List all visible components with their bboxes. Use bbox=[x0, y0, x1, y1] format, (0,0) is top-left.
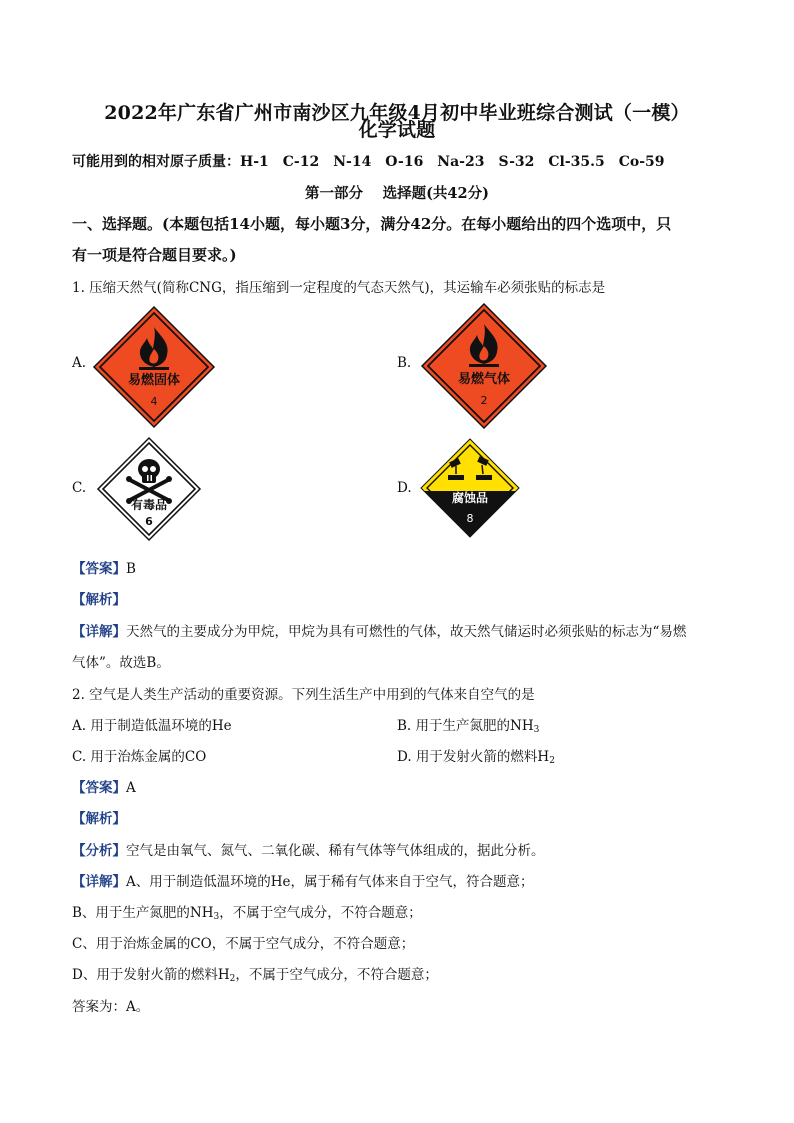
atomic-mass-line: 可能用到的相对原子质量：H-1 C-12 N-14 O-16 Na-23 S-32 Cl-35.5 Co-59 bbox=[72, 154, 665, 170]
q2-option-d-text: D. 用于发射火箭的燃料H bbox=[397, 749, 550, 765]
q1-detail-text-1: 天然气的主要成分为甲烷，甲烷为具有可燃性的气体，故天然气储运时必须张贴的标志为“易燃 bbox=[126, 624, 687, 640]
q2-option-a: A. 用于制造低温环境的He bbox=[72, 718, 232, 734]
sign-b-label: 易燃气体 bbox=[457, 372, 511, 387]
question-2-stem: 2. 空气是人类生产活动的重要资源。下列生活生产中用到的气体来自空气的是 bbox=[72, 687, 535, 703]
q1-answer-line bbox=[72, 557, 136, 577]
q1-detail-line-1 bbox=[72, 620, 686, 640]
q2-option-d bbox=[397, 745, 555, 766]
q2-detail-d-post: ，不属于空气成分，不符合题意； bbox=[235, 967, 438, 983]
q2-option-b-text: B. 用于生产氮肥的NH bbox=[397, 718, 534, 734]
q2-option-b bbox=[397, 714, 539, 735]
q2-detail-a-line bbox=[72, 870, 534, 890]
q2-detail-a: A、用于制造低温环境的He，属于稀有气体来自于空气，符合题意； bbox=[126, 874, 534, 890]
sign-d-label: 腐蚀品 bbox=[451, 491, 489, 505]
sign-a-label: 易燃固体 bbox=[127, 373, 181, 388]
q2-detail-c: C、用于治炼金属的CO，不属于空气成分，不符合题意； bbox=[72, 936, 415, 952]
sign-c-label: 有毒品 bbox=[130, 498, 168, 512]
q2-detail-b bbox=[72, 901, 422, 922]
flammable-gas-sign bbox=[420, 302, 548, 430]
option-b-letter: B. bbox=[397, 355, 412, 371]
corrosive-sign bbox=[420, 438, 520, 538]
q2-analysis-label: 【解析】 bbox=[72, 811, 126, 827]
option-c-letter: C. bbox=[72, 480, 87, 496]
toxic-sign bbox=[96, 436, 202, 542]
q2-fenxi-line bbox=[72, 839, 545, 859]
sign-d-number: 8 bbox=[466, 512, 474, 525]
q2-detail-d bbox=[72, 963, 438, 984]
section-intro-line-1: 一、选择题。(本题包括14小题，每小题3分，满分42分。在每小题给出的四个选项中，只 bbox=[72, 215, 672, 233]
q2-answer-label: 【答案】 bbox=[72, 780, 126, 796]
part-heading: 第一部分 选择题(共42分) bbox=[305, 185, 489, 202]
q1-answer-value: B bbox=[126, 561, 136, 577]
sign-b-number: 2 bbox=[480, 394, 488, 407]
q2-option-d-sub: 2 bbox=[549, 756, 555, 766]
sign-c-number: 6 bbox=[145, 515, 153, 528]
question-1-stem: 1. 压缩天然气(简称CNG，指压缩到一定程度的气态天然气)，其运输车必须张贴的标志是 bbox=[72, 280, 606, 296]
q2-answer-line bbox=[72, 776, 136, 796]
q1-detail-label: 【详解】 bbox=[72, 624, 126, 640]
flammable-solid-sign bbox=[92, 305, 216, 429]
section-intro-line-2: 有一项是符合题目要求。) bbox=[72, 246, 237, 264]
q2-fenxi-label: 【分析】 bbox=[72, 843, 126, 859]
q2-option-c: C. 用于治炼金属的CO bbox=[72, 749, 207, 765]
q1-detail-line-2: 气体”。故选B。 bbox=[72, 655, 170, 671]
page-subtitle: 化学试题 bbox=[358, 119, 436, 141]
q2-fenxi-text: 空气是由氧气、氮气、二氧化碳、稀有气体等气体组成的，据此分析。 bbox=[126, 843, 545, 859]
q1-analysis-label: 【解析】 bbox=[72, 592, 126, 608]
option-a-letter: A. bbox=[72, 355, 87, 371]
q2-detail-b-pre: B、用于生产氮肥的NH bbox=[72, 905, 214, 921]
q2-detail-d-pre: D、用于发射火箭的燃料H bbox=[72, 967, 230, 983]
q1-answer-label: 【答案】 bbox=[72, 561, 126, 577]
q2-detail-b-post: ，不属于空气成分，不符合题意； bbox=[219, 905, 422, 921]
q2-conclusion: 答案为：A。 bbox=[72, 999, 150, 1015]
q2-detail-b-sub: 3 bbox=[213, 912, 220, 922]
q2-detail-label: 【详解】 bbox=[72, 874, 126, 890]
sign-a-number: 4 bbox=[150, 395, 158, 408]
page-title: 2022年广东省广州市南沙区九年级4月初中毕业班综合测试（一模） bbox=[104, 102, 690, 124]
q2-answer-value: A bbox=[126, 780, 136, 796]
q2-option-b-sub: 3 bbox=[533, 725, 540, 735]
q2-detail-d-sub: 2 bbox=[229, 974, 236, 984]
option-d-letter: D. bbox=[397, 480, 412, 496]
